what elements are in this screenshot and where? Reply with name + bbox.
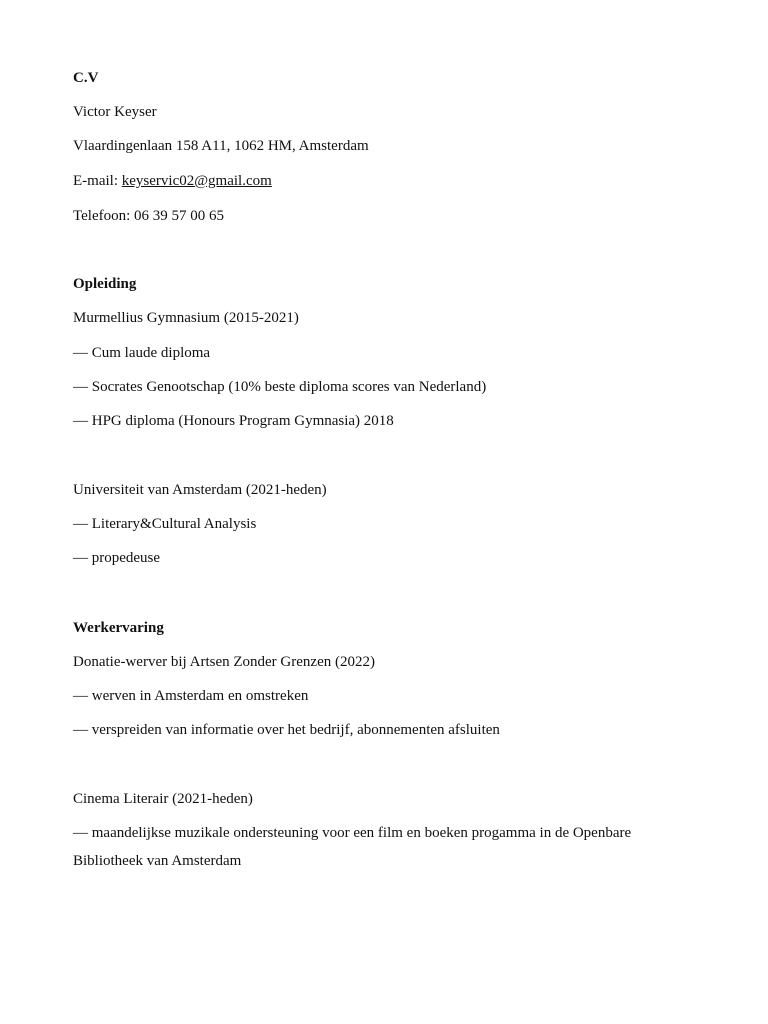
phone: Telefoon: 06 39 57 00 65 (73, 208, 225, 224)
job-1-item: — werven in Amsterdam en omstreken (73, 688, 309, 704)
person-name: Victor Keyser (73, 104, 157, 120)
school-2-item: — propedeuse (73, 550, 161, 566)
job-2-title: Cinema Literair (2021-heden) (73, 791, 253, 807)
job-1-title: Donatie-werver bij Artsen Zonder Grenzen (2022) (73, 654, 375, 670)
job-1-item: — verspreiden van informatie over het bedrijf, abonnementen afsluiten (73, 722, 500, 738)
education-heading: Opleiding (73, 276, 137, 292)
address: Vlaardingenlaan 158 A11, 1062 HM, Amsterdam (73, 138, 369, 154)
school-2-item: — Literary&Cultural Analysis (73, 516, 257, 532)
school-2-title: Universiteit van Amsterdam (2021-heden) (73, 482, 327, 498)
email-link[interactable]: keyservic02@gmail.com (121, 173, 272, 189)
job-2-item: — maandelijkse muzikale ondersteuning voor een film en boeken progamma in de Openbare Bibliotheek van Amsterdam (73, 825, 632, 869)
document-title: C.V (73, 70, 99, 86)
school-1-item: — HPG diploma (Honours Program Gymnasia) 2018 (73, 413, 394, 429)
work-heading: Werkervaring (73, 620, 164, 636)
school-1-item: — Socrates Genootschap (10% beste diploma scores van Nederland) (73, 379, 487, 395)
school-1-item: — Cum laude diploma (73, 345, 211, 361)
email-label: E-mail: (73, 173, 122, 189)
school-1-title: Murmellius Gymnasium (2015-2021) (73, 310, 299, 326)
email-line (73, 172, 272, 190)
